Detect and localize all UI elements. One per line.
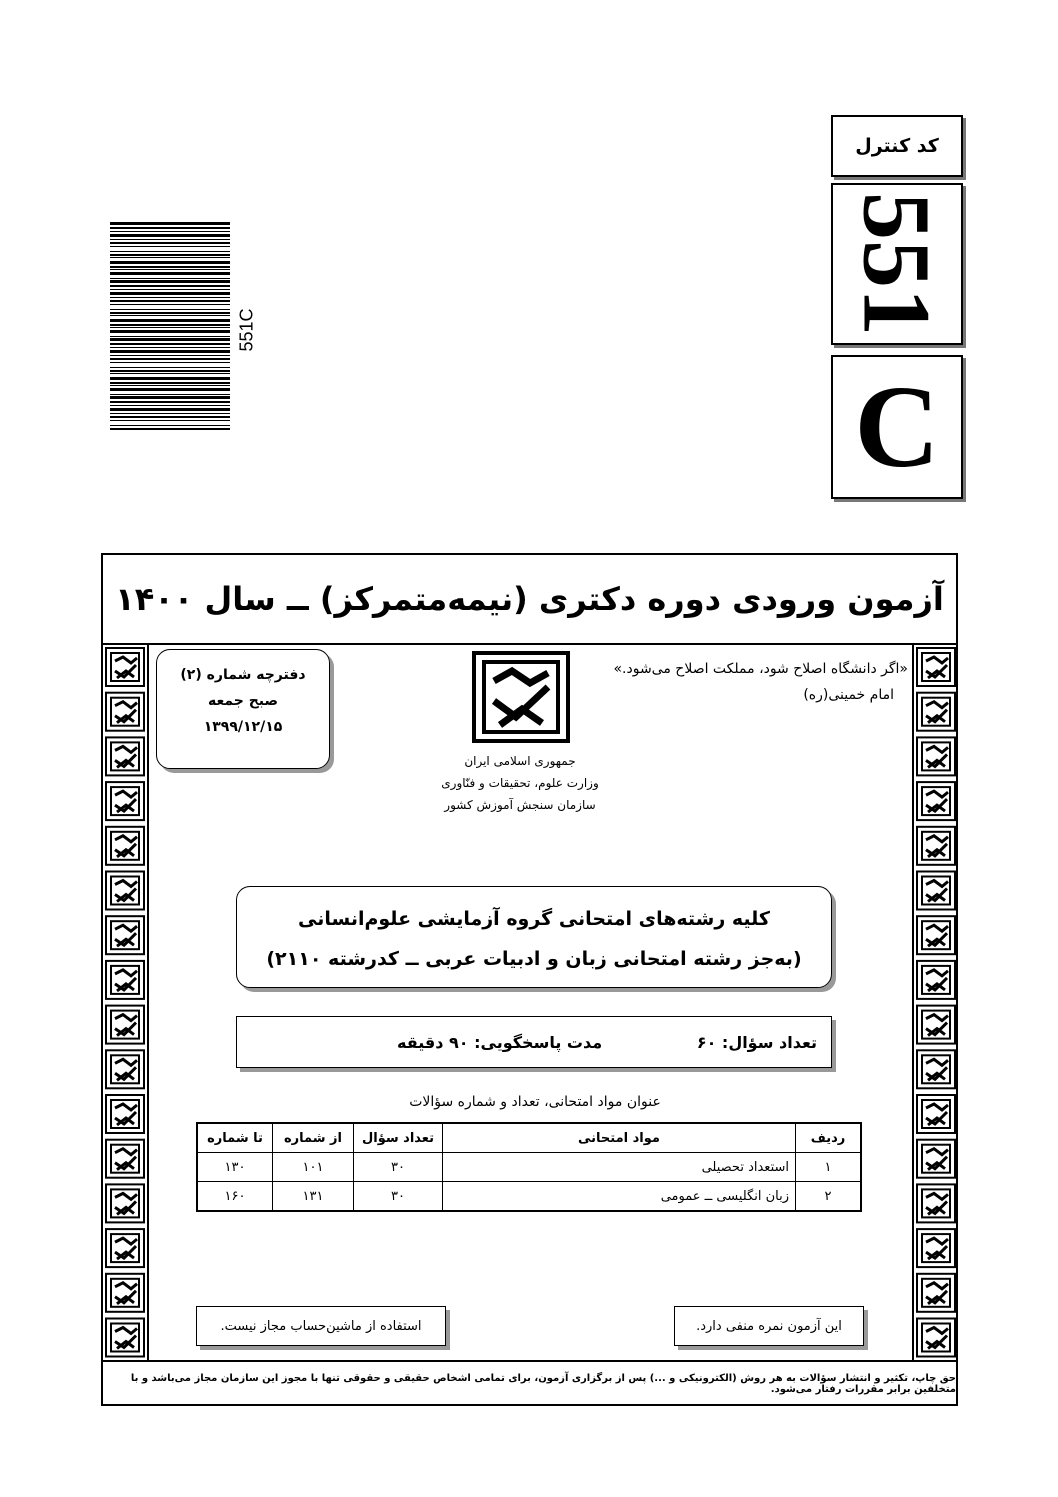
- field-line-1: کلیه رشته‌های امتحانی گروه آزمایشی علوم‌انسانی: [298, 908, 770, 930]
- subjects-table-title: عنوان مواد امتحانی، تعداد و شماره سؤالات: [409, 1094, 661, 1110]
- border-pattern-left: [103, 645, 149, 1360]
- barcode-image: [110, 222, 230, 430]
- field-line-2: (به‌جز رشته امتحانی زبان و ادبیات عربی ــ کدرشته ۲۱۱۰): [266, 948, 802, 970]
- exam-duration: مدت پاسخگویی: ۹۰ دقیقه: [397, 1032, 603, 1052]
- cell-to: ۱۳۰: [197, 1153, 273, 1182]
- cell-row-number: ۱: [796, 1153, 862, 1182]
- calculator-note: استفاده از ماشین‌حساب مجاز نیست.: [196, 1306, 446, 1346]
- table-row: [197, 1153, 861, 1182]
- negative-score-note: این آزمون نمره منفی دارد.: [674, 1306, 864, 1346]
- control-code-number: [831, 183, 963, 345]
- cell-subject: استعداد تحصیلی: [443, 1153, 796, 1182]
- quote-author: امام خمینی(ره): [803, 687, 894, 703]
- header-count: تعداد سؤال: [354, 1123, 443, 1153]
- cell-from: ۱۰۱: [273, 1153, 354, 1182]
- cell-row-number: ۲: [796, 1182, 862, 1212]
- barcode-text: 551C: [236, 308, 257, 352]
- copyright-footer: حق چاپ، تکثیر و انتشار سؤالات به هر روش (الکترونیکی و ...) پس از برگزاری آزمون، برای تمامی اشخاص حقیقی و حقوقی تنها با مجوز این سازمان مجاز می‌باشد و با متخلفین برابر مقررات رفتار می‌شود.: [103, 1360, 956, 1406]
- border-pattern-right: [912, 645, 958, 1360]
- exam-info-bar: [236, 1016, 832, 1068]
- table-header-row: [197, 1123, 861, 1153]
- cell-count: ۳۰: [354, 1153, 443, 1182]
- control-code-value: 551: [843, 192, 951, 336]
- cell-count: ۳۰: [354, 1182, 443, 1212]
- exam-title: آزمون ورودی دوره دکتری (نیمه‌متمرکز) ــ سال ۱۴۰۰: [103, 555, 956, 645]
- table-row: [197, 1182, 861, 1212]
- question-count: تعداد سؤال: ۶۰: [696, 1032, 817, 1052]
- subjects-table: [196, 1122, 862, 1212]
- ministry-line-1: جمهوری اسلامی ایران: [464, 754, 576, 768]
- cell-subject: زبان انگلیسی ــ عمومی: [443, 1182, 796, 1212]
- header-from: از شماره: [273, 1123, 354, 1153]
- booklet-info-box: [156, 649, 330, 769]
- ministry-block: [400, 750, 640, 816]
- cell-from: ۱۳۱: [273, 1182, 354, 1212]
- ministry-line-2: وزارت علوم، تحقیقات و فنّاوری: [441, 776, 599, 790]
- exam-field-box: [236, 886, 832, 988]
- header-subject: مواد امتحانی: [443, 1123, 796, 1153]
- booklet-number: دفترچه شماره (۲): [180, 667, 306, 683]
- cell-to: ۱۶۰: [197, 1182, 273, 1212]
- header-row-number: ردیف: [796, 1123, 862, 1153]
- quote-block: [596, 656, 908, 708]
- barcode-label: [232, 300, 262, 360]
- quote-text: «اگر دانشگاه اصلاح شود، مملکت اصلاح می‌شود.»: [613, 661, 908, 677]
- control-code-letter: C: [831, 355, 963, 499]
- booklet-date: ۱۳۹۹/۱۲/۱۵: [203, 719, 283, 735]
- booklet-session: صبح جمعه: [207, 693, 279, 709]
- header-to: تا شماره: [197, 1123, 273, 1153]
- organization-logo-icon: [472, 651, 570, 743]
- control-code-label: کد کنترل: [831, 115, 963, 177]
- ministry-line-3: سازمان سنجش آموزش کشور: [444, 798, 596, 812]
